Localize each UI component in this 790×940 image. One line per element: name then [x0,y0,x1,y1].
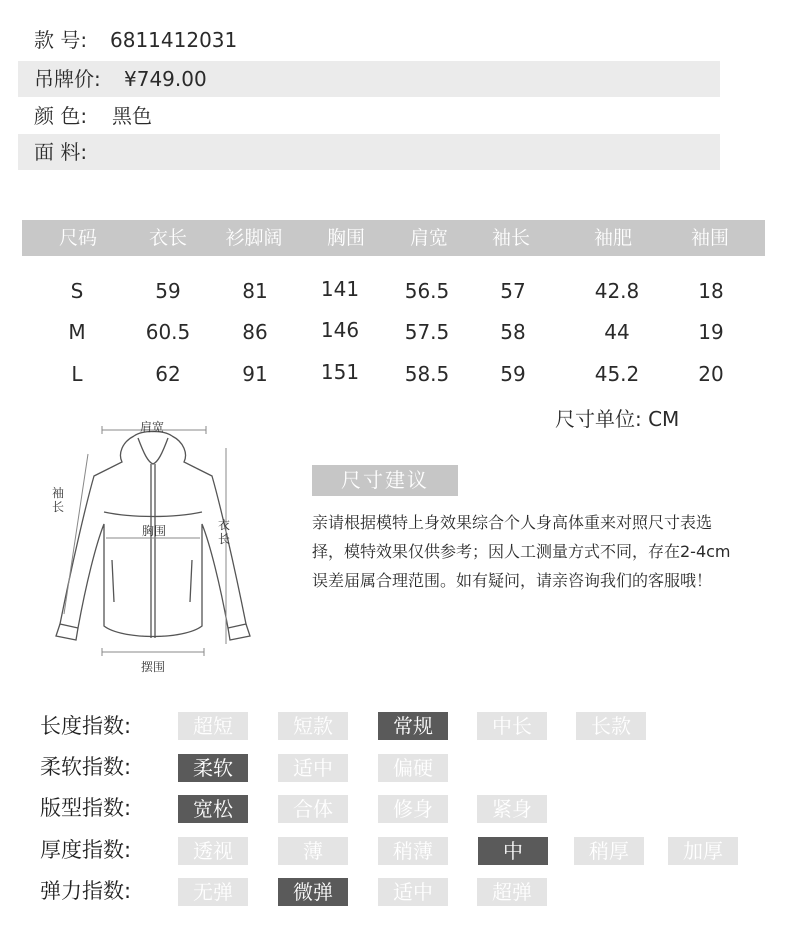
header-length: 衣长 [148,227,187,249]
option-chip: 合体 [278,795,348,823]
table-cell: M [68,320,86,344]
table-cell: 146 [320,318,360,342]
style-number-value: 6811412031 [110,28,238,52]
table-cell: S [70,279,84,303]
option-chip: 超短 [178,712,248,740]
label-length: 衣长 [218,518,231,546]
table-cell: 91 [242,362,268,386]
table-cell: 58.5 [404,362,450,386]
index-label: 柔软指数: [40,755,132,779]
option-chip: 加厚 [668,837,738,865]
table-cell: 58 [500,320,526,344]
jacket-outline-icon [42,414,264,680]
price-value: ¥749.00 [124,67,207,91]
option-chip: 无弹 [178,878,248,906]
option-chip-selected: 微弹 [278,878,348,906]
price-row [18,61,720,97]
table-cell: 44 [604,320,630,344]
color-value: 黑色 [112,104,152,128]
style-number-row [18,22,720,58]
table-cell: L [71,362,83,386]
table-cell: 19 [698,320,724,344]
table-cell: 20 [698,362,724,386]
option-chip-selected: 柔软 [178,754,248,782]
option-chip: 稍薄 [378,837,448,865]
size-unit: 尺寸单位: CM [555,407,680,431]
table-cell: 141 [320,277,360,301]
option-chip: 稍厚 [574,837,644,865]
label-chest: 胸围 [142,524,167,538]
option-chip: 偏硬 [378,754,448,782]
option-chip: 适中 [278,754,348,782]
table-cell: 81 [242,279,268,303]
header-sleeve-width: 袖肥 [593,227,632,249]
index-label: 弹力指数: [40,879,132,903]
option-chip: 中长 [477,712,547,740]
option-chip: 适中 [378,878,448,906]
color-label: 颜 色: [34,104,88,128]
table-cell: 59 [500,362,526,386]
option-chip: 超弹 [477,878,547,906]
header-shoulder: 肩宽 [409,227,448,249]
table-cell: 18 [698,279,724,303]
table-cell: 86 [242,320,268,344]
option-chip: 薄 [278,837,348,865]
style-number-label: 款 号: [34,28,88,52]
table-cell: 57.5 [404,320,450,344]
option-chip: 紧身 [477,795,547,823]
table-cell: 151 [320,360,360,384]
table-cell: 60.5 [145,320,191,344]
option-chip: 长款 [576,712,646,740]
table-cell: 62 [155,362,181,386]
price-label: 吊牌价: [34,67,101,91]
jacket-diagram [42,414,264,680]
option-chip-selected: 宽松 [178,795,248,823]
color-row [18,98,720,134]
index-label: 长度指数: [40,714,132,738]
label-sleeve: 袖长 [52,486,65,514]
option-chip: 透视 [178,837,248,865]
header-size: 尺码 [58,227,97,249]
table-cell: 42.8 [594,279,640,303]
index-label: 厚度指数: [40,838,132,862]
option-chip: 修身 [378,795,448,823]
header-chest: 胸围 [326,227,365,249]
header-sleeve-length: 袖长 [491,227,530,249]
header-cuff: 袖围 [690,227,729,249]
index-label: 版型指数: [40,796,132,820]
label-shoulder: 肩宽 [140,420,165,434]
option-chip-selected: 常规 [378,712,448,740]
advice-text: 亲请根据模特上身效果综合个人身高体重来对照尺寸表选择，模特效果仅供参考；因人工测量方式不同，存在2-4cm误差届属合理范围。如有疑问，请亲咨询我们的客服哦！ [312,513,731,590]
fabric-row [18,134,720,170]
table-cell: 45.2 [594,362,640,386]
option-chip-selected: 中 [478,837,548,865]
advice-title: 尺寸建议 [312,465,458,496]
label-hem: 摆围 [141,660,166,674]
table-cell: 59 [155,279,181,303]
fabric-label: 面 料: [34,140,88,164]
table-cell: 56.5 [404,279,450,303]
size-table-header [22,220,765,256]
header-hem-width: 衫脚阔 [225,227,283,249]
option-chip: 短款 [278,712,348,740]
table-cell: 57 [500,279,526,303]
